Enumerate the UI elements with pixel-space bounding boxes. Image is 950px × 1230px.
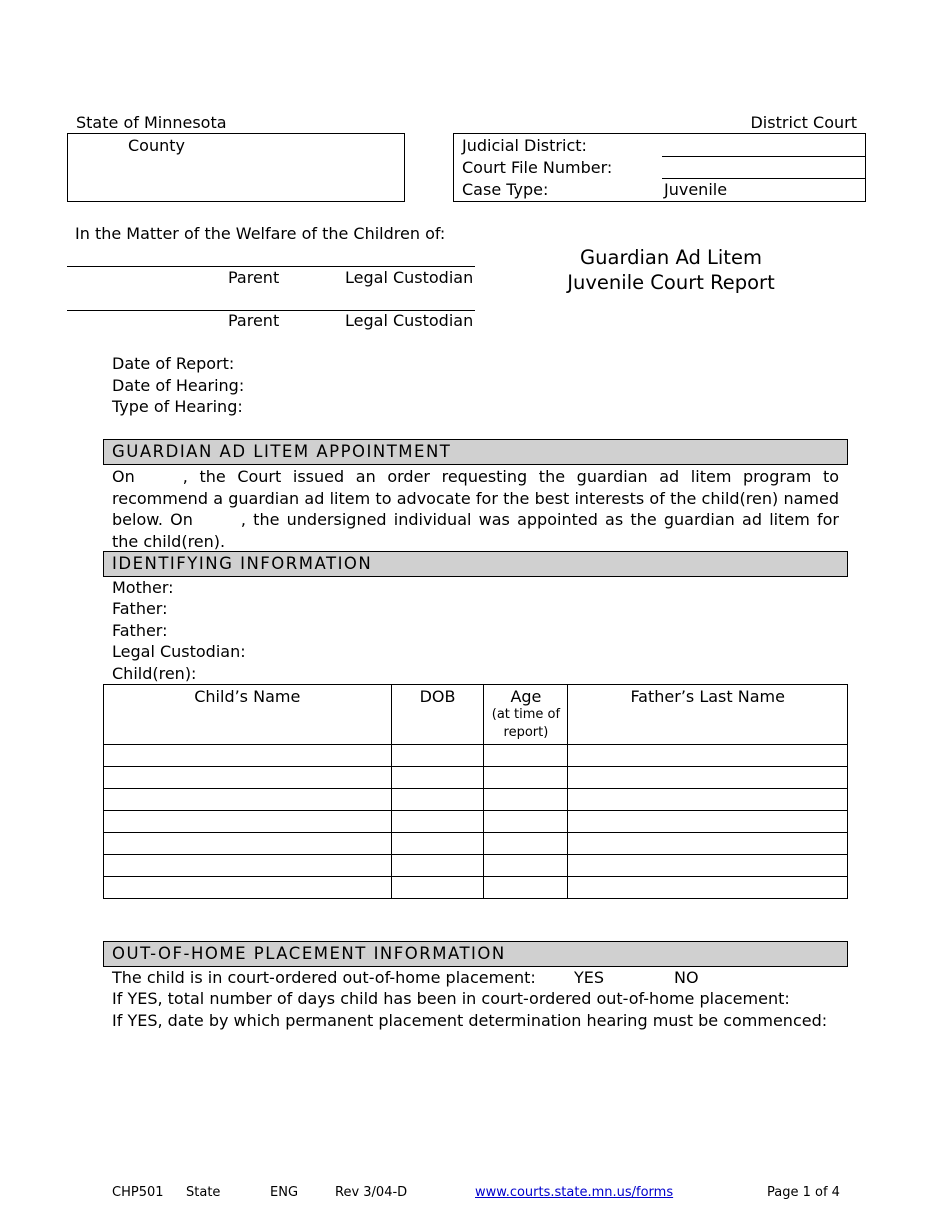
- father-1-label: Father:: [112, 599, 168, 618]
- cell-name[interactable]: [104, 789, 392, 811]
- cell-dob[interactable]: [391, 811, 484, 833]
- table-row: [104, 855, 848, 877]
- placement-days-label: If YES, total number of days child has been in court-ordered out-of-home placement:: [112, 989, 790, 1008]
- col-age-label: Age: [510, 687, 542, 706]
- footer-page-number: Page 1 of 4: [767, 1185, 840, 1200]
- table-row: [104, 811, 848, 833]
- placement-no-option[interactable]: NO: [674, 968, 699, 987]
- custodian-1-label: Legal Custodian: [345, 268, 474, 287]
- children-label: Child(ren):: [112, 664, 197, 683]
- county-box[interactable]: [67, 133, 405, 202]
- cell-father[interactable]: [568, 855, 848, 877]
- parent-1-name-line[interactable]: [67, 266, 475, 267]
- cell-name[interactable]: [104, 877, 392, 899]
- table-row: [104, 833, 848, 855]
- cell-age[interactable]: [484, 833, 568, 855]
- table-row: [104, 745, 848, 767]
- identifying-heading: IDENTIFYING INFORMATION: [103, 551, 848, 577]
- cell-age[interactable]: [484, 767, 568, 789]
- appointment-heading: GUARDIAN AD LITEM APPOINTMENT: [103, 439, 848, 465]
- judicial-district-label: Judicial District:: [462, 136, 587, 155]
- cell-name[interactable]: [104, 833, 392, 855]
- report-title-line1: Guardian Ad Litem: [580, 246, 762, 269]
- col-age-sub: (at time of report): [491, 707, 561, 740]
- legal-custodian-label: Legal Custodian:: [112, 642, 246, 661]
- footer-form-code: CHP501: [112, 1185, 164, 1200]
- footer-scope: State: [186, 1185, 221, 1200]
- cell-dob[interactable]: [391, 833, 484, 855]
- appointment-text-3: , the undersigned individual was appointed as the guardian ad litem for the child(ren).: [112, 510, 840, 551]
- cell-age[interactable]: [484, 877, 568, 899]
- cell-name[interactable]: [104, 767, 392, 789]
- cell-father[interactable]: [568, 811, 848, 833]
- col-childs-name: Child’s Name: [104, 685, 392, 745]
- placement-yes-option[interactable]: YES: [574, 968, 605, 987]
- table-row: [104, 877, 848, 899]
- date-of-hearing-label: Date of Hearing:: [112, 376, 245, 395]
- cell-name[interactable]: [104, 745, 392, 767]
- cell-age[interactable]: [484, 811, 568, 833]
- date-of-report-label: Date of Report:: [112, 354, 235, 373]
- cell-dob[interactable]: [391, 745, 484, 767]
- appointment-paragraph: [112, 466, 839, 552]
- cell-name[interactable]: [104, 855, 392, 877]
- children-table: [103, 684, 848, 899]
- state-label: State of Minnesota: [76, 113, 227, 132]
- cell-father[interactable]: [568, 745, 848, 767]
- placement-hearing-date-label: If YES, date by which permanent placement determination hearing must be commenced:: [112, 1011, 828, 1030]
- col-age: [484, 685, 568, 745]
- cell-father[interactable]: [568, 767, 848, 789]
- court-file-number-label: Court File Number:: [462, 158, 613, 177]
- appointment-text-1: On: [112, 467, 135, 486]
- cell-dob[interactable]: [391, 855, 484, 877]
- table-row: [104, 789, 848, 811]
- mother-label: Mother:: [112, 578, 174, 597]
- footer-revision: Rev 3/04-D: [335, 1185, 408, 1200]
- cell-age[interactable]: [484, 789, 568, 811]
- parent-1-label: Parent: [228, 268, 280, 287]
- table-row: [104, 767, 848, 789]
- court-label: District Court: [750, 113, 857, 132]
- cell-age[interactable]: [484, 745, 568, 767]
- case-type-value: Juvenile: [664, 180, 728, 199]
- cell-name[interactable]: [104, 811, 392, 833]
- cell-age[interactable]: [484, 855, 568, 877]
- placement-heading: OUT-OF-HOME PLACEMENT INFORMATION: [103, 941, 848, 967]
- cell-dob[interactable]: [391, 789, 484, 811]
- report-title-line2: Juvenile Court Report: [567, 271, 775, 294]
- footer-forms-link[interactable]: www.courts.state.mn.us/forms: [475, 1185, 674, 1200]
- cell-dob[interactable]: [391, 877, 484, 899]
- cell-father[interactable]: [568, 833, 848, 855]
- col-fathers-last-name: Father’s Last Name: [568, 685, 848, 745]
- matter-title: In the Matter of the Welfare of the Children of:: [75, 224, 446, 243]
- case-type-label: Case Type:: [462, 180, 549, 199]
- case-info-box: [453, 133, 866, 202]
- cell-father[interactable]: [568, 789, 848, 811]
- placement-question: The child is in court-ordered out-of-home placement:: [112, 968, 536, 987]
- col-dob: DOB: [391, 685, 484, 745]
- cell-dob[interactable]: [391, 767, 484, 789]
- court-file-number-field[interactable]: [662, 178, 866, 179]
- type-of-hearing-label: Type of Hearing:: [112, 397, 243, 416]
- cell-father[interactable]: [568, 877, 848, 899]
- parent-2-label: Parent: [228, 311, 280, 330]
- judicial-district-field[interactable]: [662, 156, 866, 157]
- father-2-label: Father:: [112, 621, 168, 640]
- table-header-row: [104, 685, 848, 745]
- custodian-2-label: Legal Custodian: [345, 311, 474, 330]
- county-label: County: [128, 136, 185, 155]
- footer-language: ENG: [270, 1185, 299, 1200]
- appointment-text-2: , the Court issued an order requesting the guardian ad litem program to recommend a guardian ad litem to advocate for the best interests of the child(ren) named below. On: [112, 467, 839, 529]
